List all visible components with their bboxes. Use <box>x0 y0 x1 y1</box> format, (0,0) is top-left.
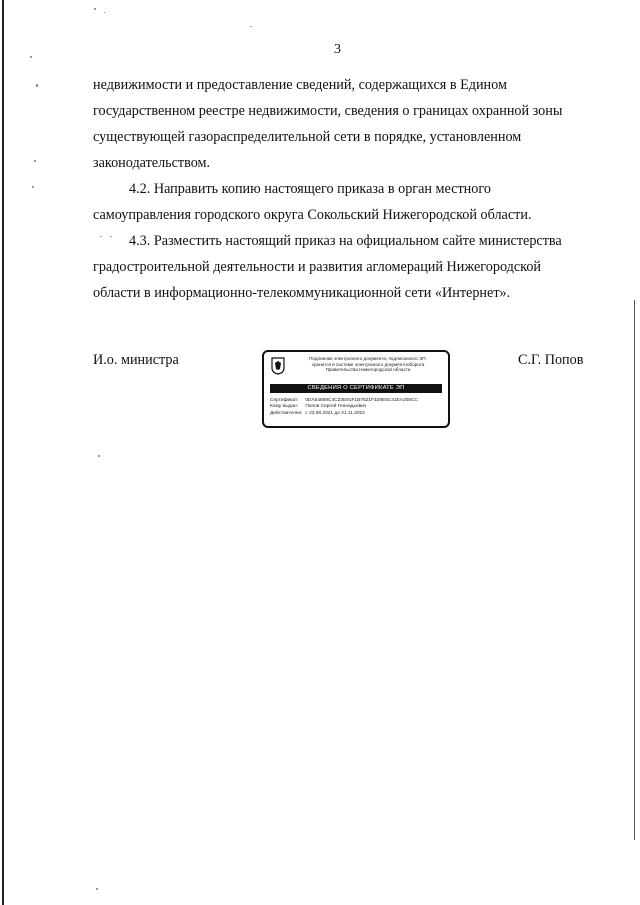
stamp-certificate-label: Сертификат: <box>270 398 299 403</box>
stamp-validity-value: с 23.08.2021 до 21.11.2022 <box>305 410 365 416</box>
paragraph-4-2-line: 4.2. Направить копию настоящего приказа в орган местного <box>129 181 491 197</box>
scan-speck <box>30 56 32 58</box>
signer-name: С.Г. Попов <box>518 352 584 368</box>
stamp-owner-label: Кому выдан: <box>270 404 298 410</box>
scan-speck <box>98 455 100 457</box>
scan-speck <box>250 26 252 27</box>
scan-right-edge <box>634 300 635 840</box>
paragraph-4-2-line: самоуправления городского округа Сокольский Нижегородской области. <box>93 207 532 223</box>
stamp-title-bar: СВЕДЕНИЯ О СЕРТИФИКАТЕ ЭП <box>270 384 442 393</box>
stamp-details <box>270 398 446 417</box>
stamp-header-line: Правительства Нижегородской области <box>325 367 411 373</box>
signer-title: И.о. министра <box>93 352 179 368</box>
stamp-validity-row <box>270 411 446 417</box>
body-line: государственном реестре недвижимости, сведения о границах охранной зоны <box>93 103 563 119</box>
body-line: недвижимости и предоставление сведений, содержащихся в Едином <box>93 77 507 93</box>
electronic-signature-stamp <box>262 350 450 428</box>
scan-speck <box>34 160 36 162</box>
page-number: 3 <box>334 42 341 57</box>
stamp-header <box>288 356 448 373</box>
stamp-owner-value: Попов Сергей Геннадьевич <box>305 404 367 410</box>
body-line: законодательством. <box>93 155 211 171</box>
paragraph-4-3-line: градостроительной деятельности и развития агломераций Нижегородской <box>93 259 542 275</box>
stamp-validity-label: Действителен: <box>270 410 303 416</box>
stamp-header-line: хранится в системе электронного документооборота <box>311 361 425 367</box>
document-body <box>93 72 586 306</box>
paragraph-4-3-line: 4.3. Разместить настоящий приказ на официальном сайте министерства <box>129 233 562 249</box>
stamp-certificate-value: 0DA54859C4C23E91F1B7621F328E5C41EA205CC <box>305 398 418 403</box>
scan-speck <box>36 84 38 87</box>
scan-speck <box>94 8 96 10</box>
scan-left-edge <box>2 0 4 905</box>
scan-speck <box>104 12 105 13</box>
coat-of-arms-icon <box>271 357 285 375</box>
body-line: существующей газораспределительной сети в порядке, установленном <box>93 129 522 145</box>
scan-speck <box>32 186 34 188</box>
scan-speck <box>96 888 98 890</box>
paragraph-4-3-line: области в информационно-телекоммуникационной сети «Интернет». <box>93 285 511 301</box>
stamp-header-line: Подлинник электронного документа, подписанного ЭП, <box>309 356 427 361</box>
